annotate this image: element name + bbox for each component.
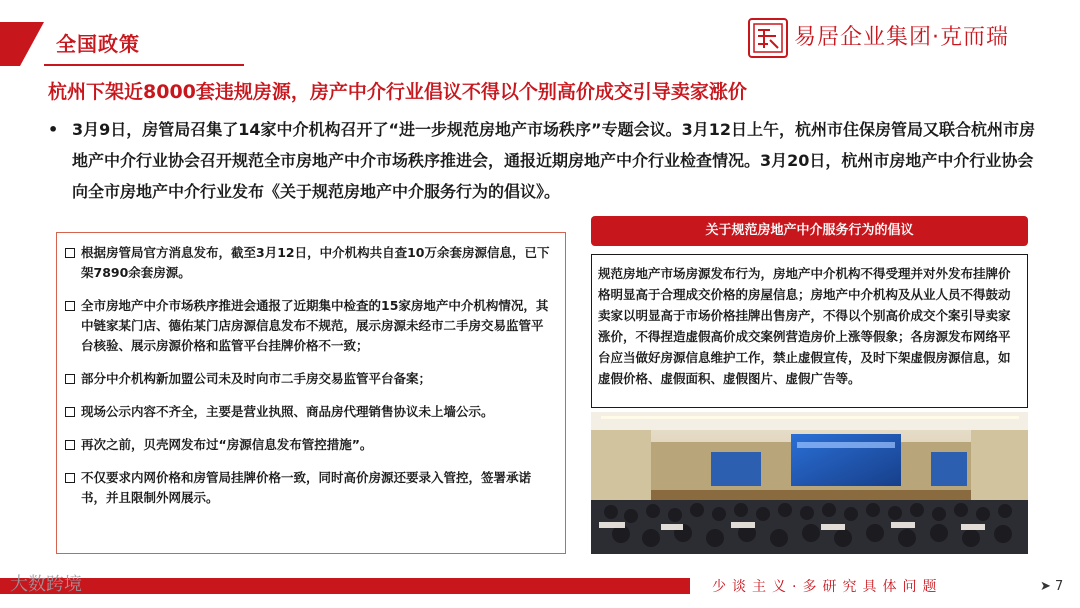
finding-text: 部分中介机构新加盟公司未及时向市二手房交易监管平台备案； <box>81 371 432 386</box>
finding-item <box>65 243 555 283</box>
finding-item <box>65 435 555 455</box>
initiative-panel-title: 关于规范房地产中介服务行为的倡议 <box>591 216 1028 246</box>
finding-text: 再次之前，贝壳网发布过“房源信息发布管控措施”。 <box>81 437 373 452</box>
intro-text: 3月9日，房管局召集了14家中介机构召开了“进一步规范房地产市场秩序”专题会议。3月12日上午，杭州市住保房管局又联合杭州市房地产中介行业协会召开规范全市房地产中介市场秩序推进会，通报近期房地产中介行业检查情况。3月20日，杭州市房地产中介行业协会向全市房地产中介行业发布《关于规范房地产中介服务行为的倡议》。 <box>72 120 1035 201</box>
checkbox-square-icon <box>65 473 75 483</box>
finding-item <box>65 369 555 389</box>
finding-text: 不仅要求内网价格和房管局挂牌价格一致，同时高价房源还要录入管控，签署承诺书，并且限制外网展示。 <box>81 470 532 505</box>
checkbox-square-icon <box>65 440 75 450</box>
banner-underline <box>44 64 244 66</box>
banner-stripe <box>0 22 44 66</box>
footer-watermark-brand: 大数跨境 <box>10 574 82 595</box>
headline: 杭州下架近8000套违规房源，房产中介行业倡议不得以个别高价成交引导卖家涨价 <box>48 81 747 103</box>
page-number: ➤ 7 <box>1040 579 1064 594</box>
checkbox-square-icon <box>65 248 75 258</box>
intro-paragraph <box>48 114 1048 207</box>
checkbox-square-icon <box>65 407 75 417</box>
conference-photo <box>591 412 1028 554</box>
company-logo-icon <box>748 18 788 58</box>
checkbox-square-icon <box>65 301 75 311</box>
finding-item <box>65 296 555 356</box>
finding-text: 根据房管局官方消息发布，截至3月12日，中介机构共自查10万余套房源信息，已下架7890余套房源。 <box>81 245 550 280</box>
section-title: 全国政策 <box>56 32 140 56</box>
bullet-marker: • <box>48 120 59 139</box>
finding-item <box>65 468 555 508</box>
finding-text: 现场公示内容不齐全，主要是营业执照、商品房代理销售协议未上墙公示。 <box>81 404 494 419</box>
findings-box <box>56 232 566 554</box>
company-name: 易居企业集团·克而瑞 <box>794 25 1009 50</box>
initiative-panel-body: 规范房地产市场房源发布行为，房地产中介机构不得受理并对外发布挂牌价格明显高于合理成交价格的房屋信息；房地产中介机构及从业人员不得鼓动卖家以明显高于市场价格挂牌出售房产，不得以个别高价成交个案引导卖家涨价，不得捏造虚假高价成交案例营造房价上涨等假象；各房源发布网络平台应当做好房源信息维护工作，禁止虚假宣传，及时下架虚假房源信息，如虚假价格、虚假面积、虚假图片、虚假广告等。 <box>591 254 1028 408</box>
finding-text: 全市房地产中介市场秩序推进会通报了近期集中检查的15家房地产中介机构情况，其中链家某门店、德佑某门店房源信息发布不规范，展示房源未经市二手房交易监管平台核验、展示房源价格和监管平台挂牌价格不一致； <box>81 298 549 353</box>
footer-slogan: 少谈主义·多研究具体问题 <box>712 579 943 595</box>
footer-bar <box>0 578 690 594</box>
checkbox-square-icon <box>65 374 75 384</box>
finding-item <box>65 402 555 422</box>
